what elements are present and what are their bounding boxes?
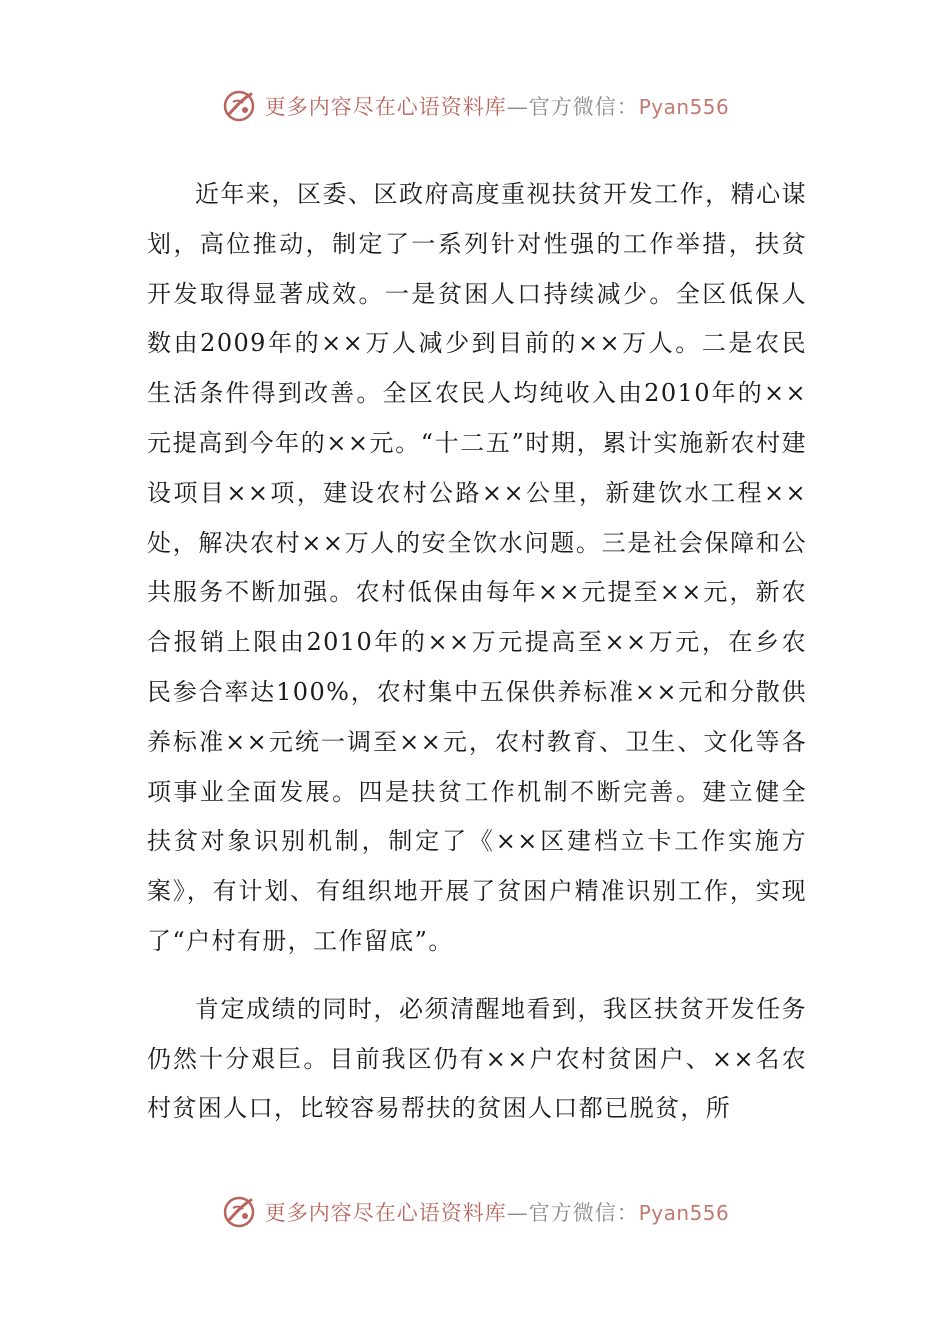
header-brand-text: 更多内容尽在心语资料库: [264, 95, 507, 119]
header-brand-line: [265, 91, 730, 121]
footer-wechat-id: Pyan556: [638, 1201, 730, 1225]
footer-banner: [0, 1190, 950, 1234]
header-separator: —: [506, 95, 529, 119]
document-body: [147, 170, 807, 1152]
header-wechat-id: Pyan556: [638, 95, 730, 119]
footer-separator: —: [506, 1201, 529, 1225]
footer-brand-line: [265, 1197, 730, 1227]
footer-brand-text: 更多内容尽在心语资料库: [264, 1201, 507, 1225]
brand-logo-icon: [221, 1194, 257, 1230]
footer-wechat-label: 官方微信：: [528, 1201, 639, 1225]
paragraph-1: 近年来，区委、区政府高度重视扶贫开发工作，精心谋划，高位推动，制定了一系列针对性强的工作举措，扶贫开发取得显著成效。一是贫困人口持续减少。全区低保人数由2009年的××万人减少到目前的××万人。二是农民生活条件得到改善。全区农民人均纯收入由2010年的××元提高到今年的××元。“十二五”时期，累计实施新农村建设项目××项，建设农村公路××公里，新建饮水工程××处，解决农村××万人的安全饮水问题。三是社会保障和公共服务不断加强。农村低保由每年××元提至××元，新农合报销上限由2010年的××万元提高至××万元，在乡农民参合率达100%，农村集中五保供养标准××元和分散供养标准××元统一调至××元，农村教育、卫生、文化等各项事业全面发展。四是扶贫工作机制不断完善。建立健全扶贫对象识别机制，制定了《××区建档立卡工作实施方案》，有计划、有组织地开展了贫困户精准识别工作，实现了“户村有册，工作留底”。: [147, 180, 807, 955]
paragraph-2: 肯定成绩的同时，必须清醒地看到，我区扶贫开发任务仍然十分艰巨。目前我区仍有××户农村贫困户、××名农村贫困人口，比较容易帮扶的贫困人口都已脱贫，所: [147, 994, 807, 1123]
header-wechat-label: 官方微信：: [528, 95, 639, 119]
header-banner: [0, 84, 950, 128]
brand-logo-icon: [221, 88, 257, 124]
